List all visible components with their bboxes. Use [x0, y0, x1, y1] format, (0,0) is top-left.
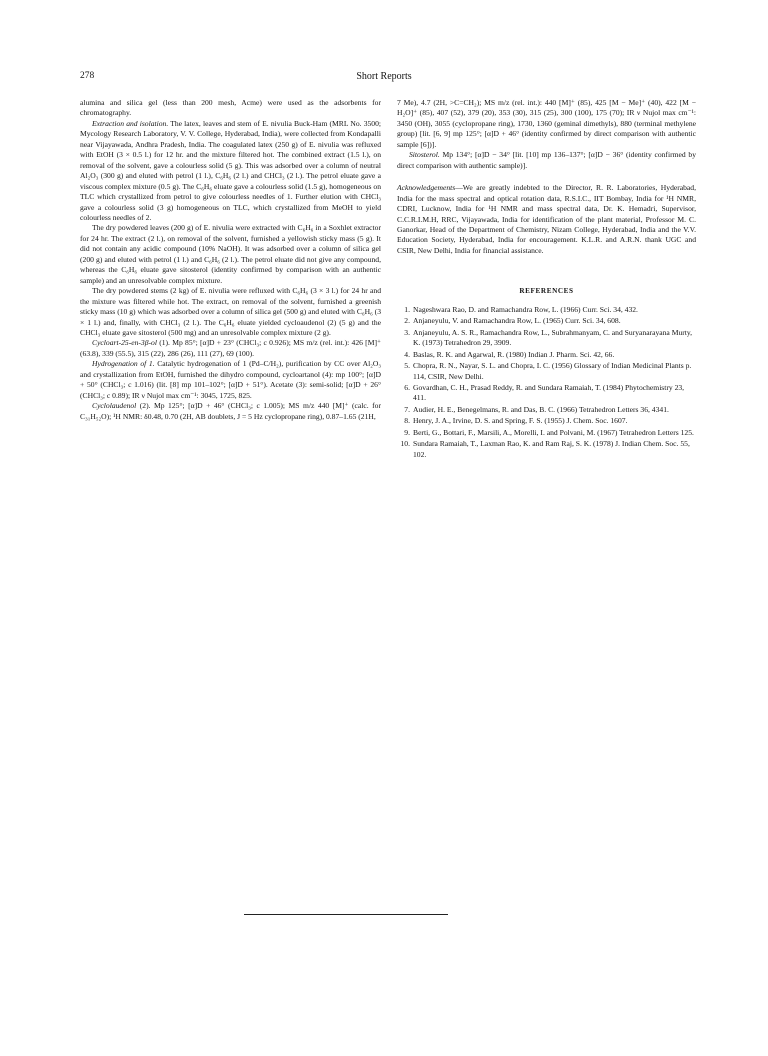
- reference-text: Govardhan, C. H., Prasad Reddy, R. and Sundara Ramaiah, T. (1984) Phytochemistry 23, 411.: [413, 382, 685, 403]
- reference-item: [397, 305, 696, 315]
- paragraph-hydrogenation-text: Catalytic hydrogenation of 1 (Pd–C/H₂), purification by CC over Al₂O₃ and crystallization from EtOH, furnished the dihydro compound, cycloartanol (4): mp 100°; [α]D + 50° (CHCl₃; c 1.016) (lit. [8] mp 101–102°; [α]D + 51°). Acetate (3): semi-solid; [α]D + 26° (CHCl₃; c 0.89); IR ν Nujol max cm⁻¹: 3045, 1725, 825.: [80, 359, 381, 400]
- reference-text: Nageshwara Rao, D. and Ramachandra Row, L. (1966) Curr. Sci. 34, 432.: [413, 304, 638, 314]
- section-heading-extraction: Extraction and isolation.: [92, 118, 169, 128]
- left-column: [80, 98, 381, 422]
- reference-number: 3.: [404, 327, 410, 337]
- reference-number: 9.: [404, 427, 410, 437]
- reference-text: Anjaneyulu, V. and Ramachandra Row, L. (1965) Curr. Sci. 34, 608.: [413, 316, 621, 326]
- acknowledgements-text: —We are greatly indebted to the Director, R. R. Laboratories, Hyderabad, India for the mass spectral and optical rotation data, R.S.I.C., IIT Bombay, India for ¹H NMR, CDRI, Lucknow, India for ¹H NMR and mass spectral data, Dr. K. Hemadri, Supervisor, C.C.R.I.M.H, RRC, Vijayawada, India for identification of the plant material, Professor M. C. Ganorkar, Head of the Department of Chemistry, Nizam College, Hyderabad, India and the V.V. Education Society, Hyderabad, India for encouragement. K.L.R. and A.R.N. thank UGC and CSIR, New Delhi, India for financial assistance.: [397, 183, 696, 255]
- end-rule: [244, 914, 448, 915]
- reference-item: [397, 328, 696, 349]
- compound-heading-cycloartenol: Cycloart-25-en-3β-ol: [92, 338, 157, 348]
- paragraph-cyclolaudenol-text: (2). Mp 125°; [α]D + 46° (CHCl₃; c 1.005); MS m/z 440 [M]⁺ (calc. for C₃₁H₅₂O); ¹H NMR: δ0.48, 0.70 (2H, AB doublets, J = 5 Hz cyclopropane ring), 0.87–1.65 (21H,: [80, 401, 381, 421]
- reference-item: [397, 383, 696, 404]
- reference-text: Audier, H. E., Benegelmans, R. and Das, B. C. (1966) Tetrahedron Letters 36, 4341.: [413, 404, 669, 414]
- reference-item: [397, 439, 696, 460]
- reference-text: Berti, G., Bottari, F., Marsili, A., Morelli, I. and Polvani, M. (1967) Tetrahedron Letters 125.: [413, 427, 694, 437]
- paragraph-cyclolaudenol-continued: 7 Me), 4.7 (2H, >C=CH₂); MS m/z (rel. int.): 440 [M]⁺ (85), 425 [M − Me]⁺ (40), 422 [M − H₂O]⁺ (85), 407 (52), 379 (20), 353 (30), 315 (25), 300 (100), 175 (70); IR ν Nujol max cm⁻¹: 3450 (OH), 3055 (cyclopropane ring), 1730, 1360 (geminal dimethyls), 880 (terminal methylene group) [lit. [6, 9] mp 125°; [α]D + 46° (identity confirmed by direct comparison with authentic sample [6])].: [397, 98, 696, 149]
- reference-number: 10.: [400, 439, 410, 449]
- right-column: [397, 98, 696, 461]
- reference-number: 1.: [404, 304, 410, 314]
- reference-item: [397, 316, 696, 326]
- compound-heading-sitosterol: Sitosterol.: [409, 150, 440, 160]
- paragraph-extraction-text: The latex, leaves and stem of E. nivulia Buck-Ham (MRL No. 3500; Mycology Research Laboratory, V. V. College, Hyderabad, India), were collected from Kondapalli near Vijayawada, Andhra Pradesh, India. The coagulated latex (250 g) of E. nivulia was refluxed with EtOH (3 × 0.5 l.) for 12 hr. and the mixture filtered hot. The combined extract (1.5 l.), on removal of the solvent, gave a colourless solid (5 g). This was adsorbed over a column of neutral Al₂O₃ (300 g) and eluted with petrol (1 l.), C₆H₆ (2 l.) and CHCl₃ (2 l.). The petrol eluate gave a viscous complex mixture (0.5 g). The C₆H₆ eluate gave a colourless solid (1.5 g), homogeneous on TLC which crystallized from petrol to give colourless needles of 1. Further elution with CHCl₃ gave a colourless solid (3 g) homogeneous on TLC, which crystallized from MeOH to yield colourless needles of 2.: [80, 118, 381, 222]
- paragraph-extraction: [80, 119, 381, 224]
- paragraph-cyclolaudenol: [80, 401, 381, 422]
- paragraph-adsorbents: alumina and silica gel (less than 200 mesh, Acme) were used as the adsorbents for chromatography.: [80, 98, 381, 118]
- paragraph-sitosterol-text: Mp 134°; [α]D − 34° [lit. [10] mp 136–137°; [α]D − 36° (identity confirmed by direct comparison with authentic sample)].: [397, 150, 696, 170]
- reference-item: [397, 428, 696, 438]
- acknowledgements: [397, 183, 696, 256]
- reference-item: [397, 361, 696, 382]
- reference-text: Chopra, R. N., Nayar, S. L. and Chopra, I. C. (1956) Glossary of Indian Medicinal Plants p. 114, CSIR, New Delhi.: [413, 361, 692, 381]
- section-heading-hydrogenation: Hydrogenation of 1.: [92, 359, 155, 369]
- compound-heading-cyclolaudenol: Cyclolaudenol: [92, 401, 137, 411]
- paragraph-leaves: The dry powdered leaves (200 g) of E. nivulia were extracted with C₆H₆ in a Soxhlet extractor for 24 hr. The extract (2 l.), on removal of the solvent, furnished a yellowish sticky mass (5 g). It did not contain any acidic compound (10% NaOH). It was adsorbed over a column of silica gel (200 g) and eluted with petrol (1 l.) and C₆H₆ (2 l.). The petrol eluate did not give any compound, whereas the C₆H₆ eluate gave sitosterol (identity confirmed by comparison with an authentic sample) and an unresolvable complex mixture.: [80, 223, 381, 285]
- reference-text: Anjaneyulu, A. S. R., Ramachandra Row, L., Subrahmanyam, C. and Suryanarayana Murty, K. (1973) Tetrahedron 29, 3909.: [413, 327, 693, 348]
- acknowledgements-heading: Acknowledgements: [397, 183, 456, 193]
- reference-item: [397, 416, 696, 426]
- reference-number: 7.: [404, 404, 410, 414]
- paragraph-cycloartenol: [80, 338, 381, 359]
- reference-text: Baslas, R. K. and Agarwal, R. (1980) Indian J. Pharm. Sci. 42, 66.: [413, 349, 615, 359]
- reference-number: 6.: [404, 382, 410, 392]
- paragraph-hydrogenation: [80, 359, 381, 401]
- reference-number: 2.: [404, 316, 410, 326]
- reference-item: [397, 350, 696, 360]
- reference-number: 8.: [404, 416, 410, 426]
- paragraph-cycloartenol-text: (1). Mp 85°; [α]D + 23° (CHCl₃; c 0.926); MS m/z (rel. int.): 426 [M]⁺ (63.8), 339 (55.5), 315 (22), 286 (26), 111 (27), 69 (100).: [80, 338, 381, 358]
- reference-number: 5.: [404, 361, 410, 371]
- paragraph-sitosterol: [397, 150, 696, 171]
- references-list: [397, 305, 696, 460]
- references-heading: REFERENCES: [519, 287, 574, 296]
- page-number: 278: [80, 71, 95, 81]
- reference-item: [397, 405, 696, 415]
- reference-text: Sundara Ramaiah, T., Laxman Rao, K. and Ram Raj, S. K. (1978) J. Indian Chem. Soc. 55, 102.: [413, 439, 690, 459]
- reference-number: 4.: [404, 349, 410, 359]
- running-head: Short Reports: [356, 71, 412, 82]
- paragraph-stems: The dry powdered stems (2 kg) of E. nivulia were refluxed with C₆H₆ (3 × 3 l.) for 24 hr and the mixture was filtered while hot. The extract, on removal of the solvent, furnished a greenish sticky mass (10 g) which was adsorbed over a column of silica gel (500 g) and eluted with C₆H₆ (3 × 1 l.) and, finally, with CHCl₃ (2 l.). The C₆H₆ eluate yielded cycloaudenol (2) (5 g) and the CHCl₃ eluate gave sitosterol (500 mg) and an unresolvable complex mixture (2 g).: [80, 286, 381, 337]
- reference-text: Henry, J. A., Irvine, D. S. and Spring, F. S. (1955) J. Chem. Soc. 1607.: [413, 416, 628, 426]
